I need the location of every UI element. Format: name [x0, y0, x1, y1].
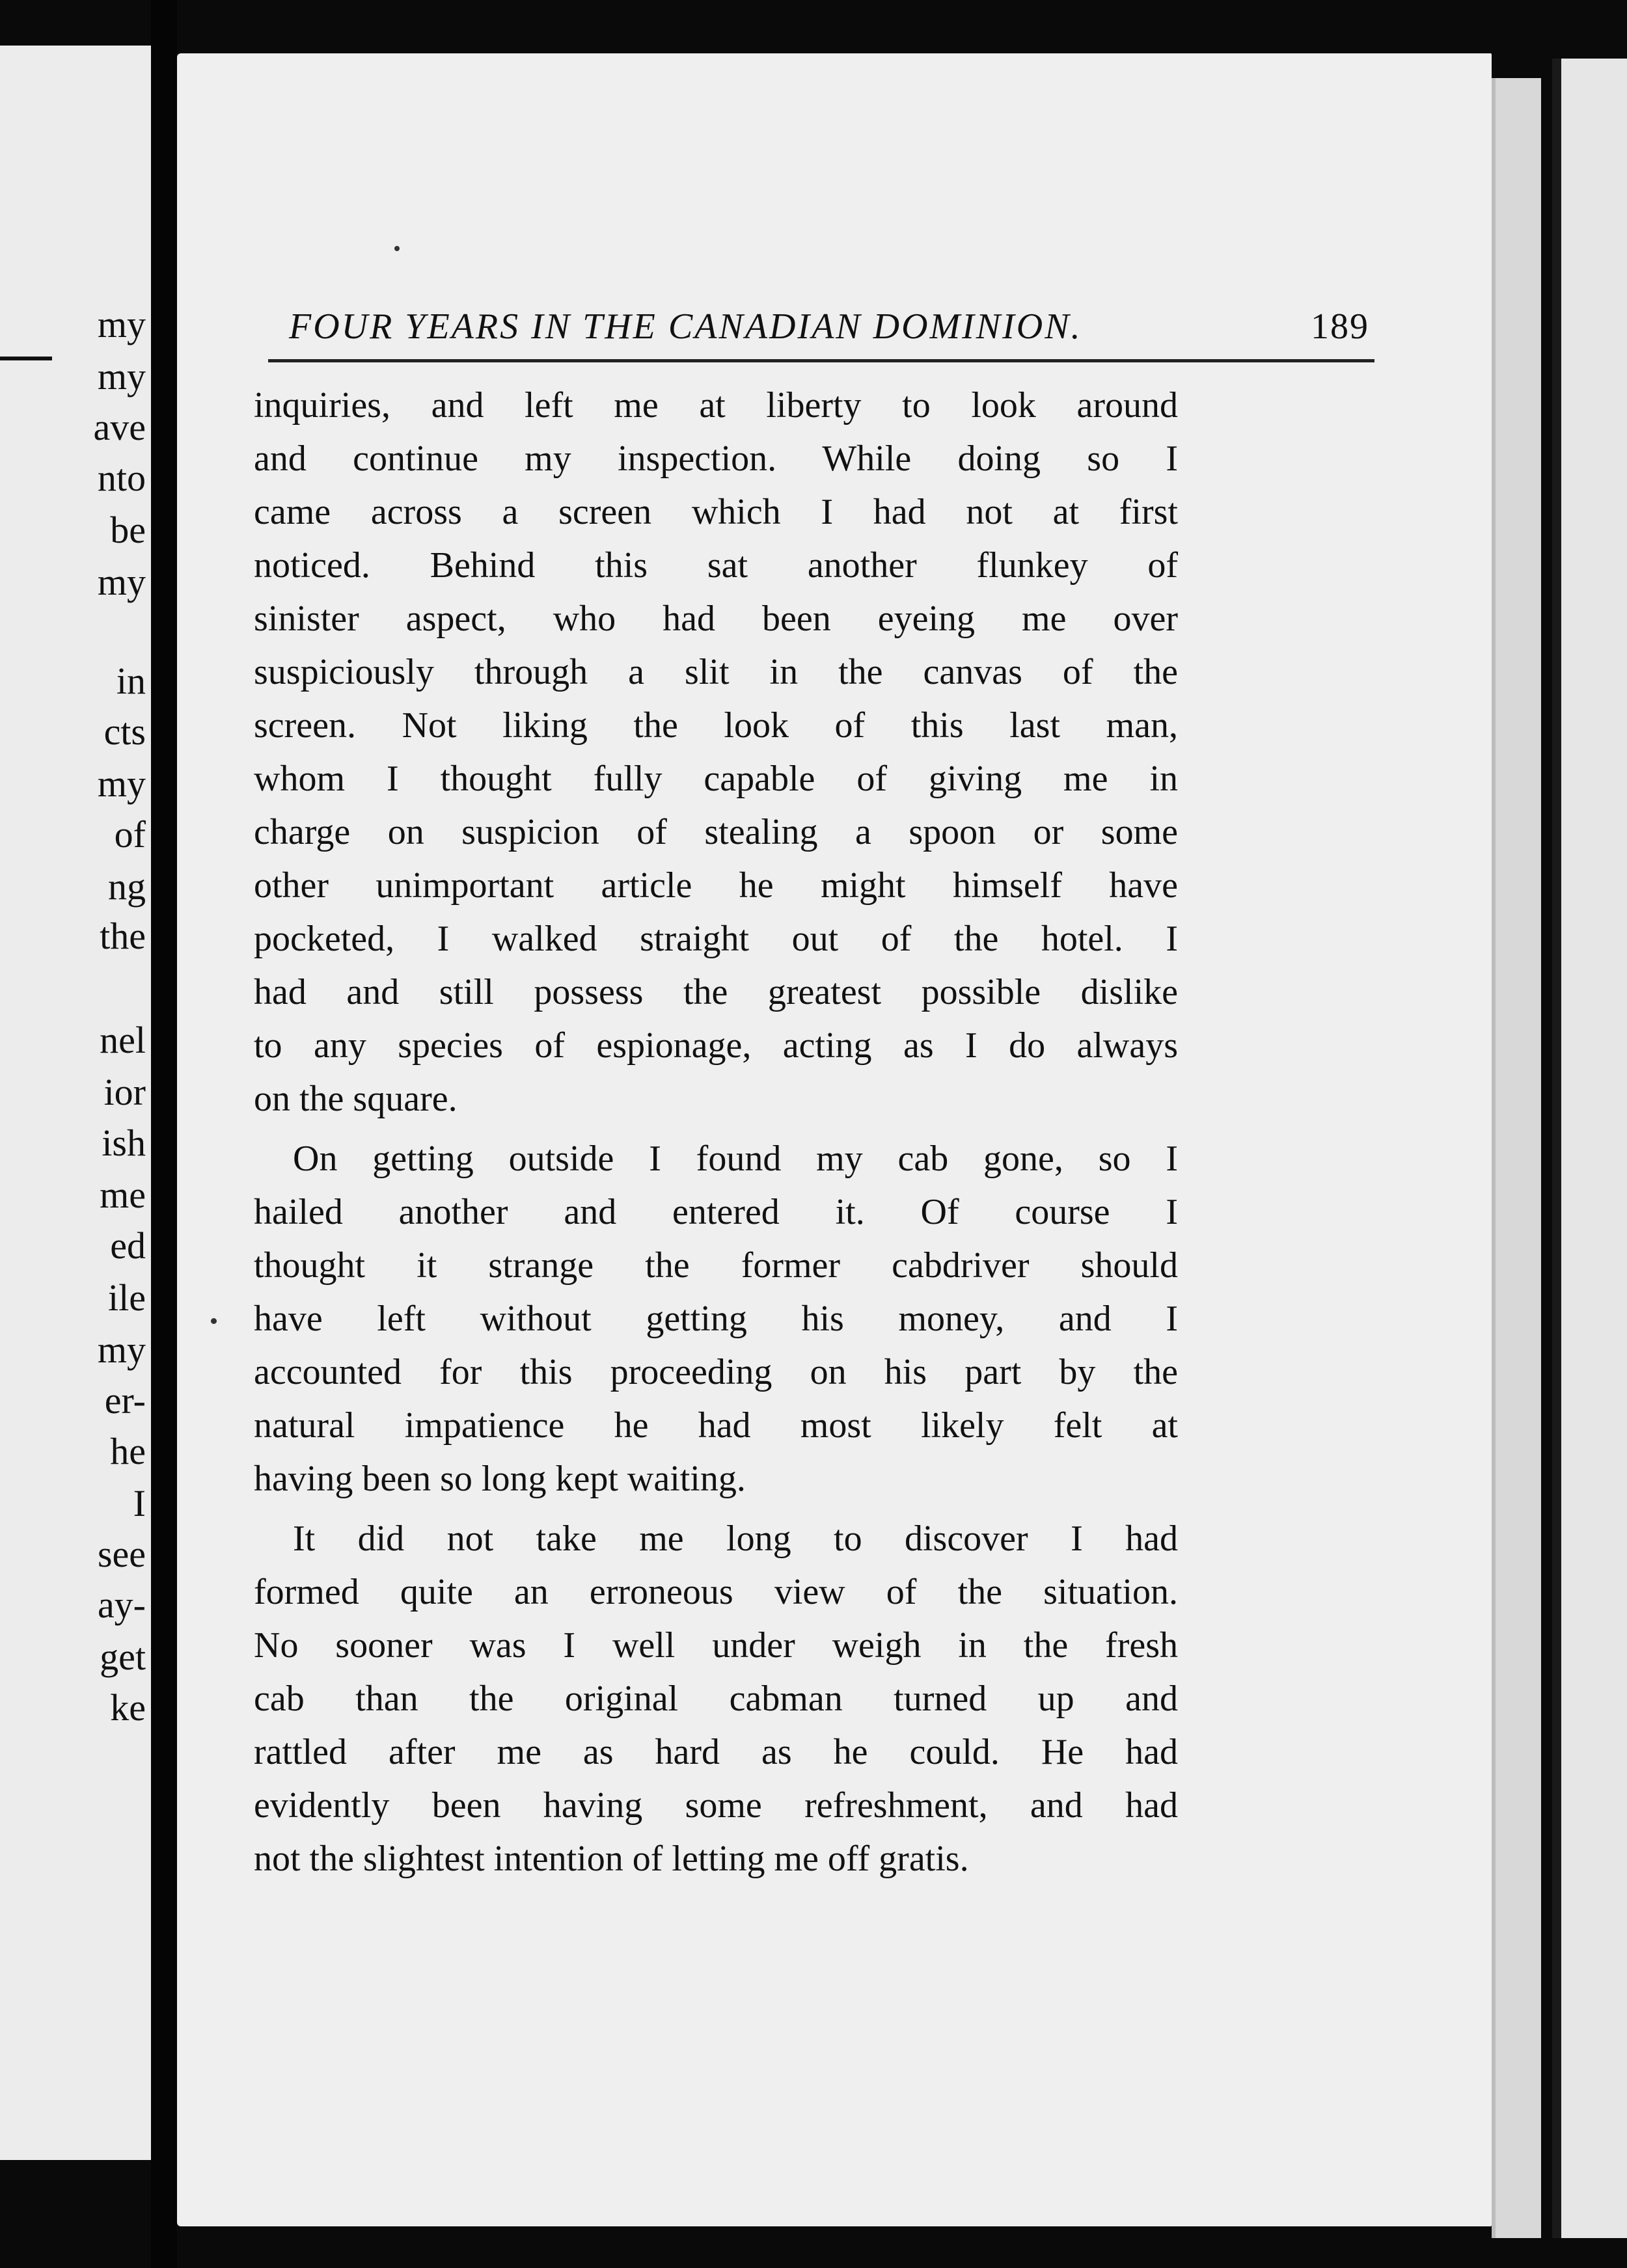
text-line: and continue my inspection. While doing so I: [254, 439, 1178, 479]
text-line: having been so long kept waiting.: [254, 1459, 746, 1499]
left-page-line: nel: [100, 1019, 146, 1061]
paragraph: [254, 1512, 1178, 1885]
text-line: screen. Not liking the look of this last man,: [254, 705, 1178, 746]
page-edge: [1492, 78, 1541, 2238]
text-line: evidently been having some refreshment, and had: [254, 1785, 1178, 1826]
paragraph-gap: [254, 1126, 1178, 1132]
left-page-line: ish: [102, 1122, 146, 1164]
left-page-line: ay-: [97, 1584, 146, 1626]
text-line: came across a screen which I had not at first: [254, 492, 1178, 532]
running-head: [289, 301, 1369, 353]
left-page-line: nto: [97, 457, 146, 499]
left-page-line: I: [133, 1482, 146, 1524]
left-page-line: cts: [103, 710, 146, 753]
text-line: had and still possess the greatest possible dislike: [254, 972, 1178, 1012]
left-page-line: my: [97, 763, 146, 805]
left-page-line: ed: [110, 1224, 146, 1267]
text-line: cab than the original cabman turned up and: [254, 1679, 1178, 1719]
running-head-title: FOUR YEARS IN THE CANADIAN DOMINION.: [289, 306, 1082, 347]
left-page-line: in: [116, 660, 146, 702]
left-page-line: my: [97, 355, 146, 398]
text-line: natural impatience he had most likely felt at: [254, 1405, 1178, 1446]
left-page-line: get: [100, 1636, 146, 1678]
paragraph: [254, 1132, 1178, 1505]
text-line: accounted for this proceeding on his part by the: [254, 1352, 1178, 1392]
left-page-line: see: [97, 1533, 146, 1575]
left-page-line: my: [97, 303, 146, 345]
header-rule: [268, 359, 1374, 362]
text-line: inquiries, and left me at liberty to look around: [254, 385, 1178, 425]
text-line: rattled after me as hard as he could. He had: [254, 1732, 1178, 1772]
left-page-rule: [0, 357, 52, 360]
left-page-line: of: [114, 813, 146, 856]
left-page-line: be: [110, 509, 146, 551]
left-page-line: ke: [110, 1686, 146, 1729]
text-line: On getting outside I found my cab gone, so I: [293, 1139, 1178, 1179]
text-line: It did not take me long to discover I had: [293, 1519, 1178, 1559]
left-page-line: er-: [104, 1379, 146, 1422]
left-page-fragment: [0, 46, 151, 2160]
text-line: suspiciously through a slit in the canvas of the: [254, 652, 1178, 692]
scan-speck: [394, 246, 400, 251]
text-line: not the slightest intention of letting me off gratis.: [254, 1839, 969, 1879]
left-page-line: ile: [108, 1276, 146, 1319]
page-number: 189: [1311, 306, 1369, 347]
left-page-line: he: [110, 1430, 146, 1472]
left-page-line: ng: [108, 865, 146, 908]
book-gutter: [151, 0, 177, 2268]
scan-speck: [211, 1318, 217, 1324]
text-line: formed quite an erroneous view of the situation.: [254, 1572, 1178, 1612]
book-page: [177, 53, 1492, 2226]
text-line: other unimportant article he might himself have: [254, 865, 1178, 906]
right-page-strip: [1552, 59, 1627, 2238]
text-line: to any species of espionage, acting as I do always: [254, 1025, 1178, 1066]
text-line: thought it strange the former cabdriver should: [254, 1245, 1178, 1286]
left-page-line: my: [97, 561, 146, 603]
text-line: pocketed, I walked straight out of the hotel. I: [254, 919, 1178, 959]
paragraph: [254, 379, 1178, 1126]
left-page-line: me: [100, 1174, 146, 1216]
body-text: [254, 379, 1178, 1885]
text-line: noticed. Behind this sat another flunkey of: [254, 545, 1178, 586]
left-page-line: ave: [93, 406, 146, 448]
paragraph-gap: [254, 1505, 1178, 1512]
left-page-line: my: [97, 1329, 146, 1371]
text-line: hailed another and entered it. Of course I: [254, 1192, 1178, 1232]
text-line: have left without getting his money, and I: [254, 1299, 1178, 1339]
text-line: charge on suspicion of stealing a spoon or some: [254, 812, 1178, 852]
left-page-line: the: [100, 915, 146, 957]
text-line: whom I thought fully capable of giving me in: [254, 759, 1178, 799]
text-line: on the square.: [254, 1079, 458, 1119]
text-line: No sooner was I well under weigh in the fresh: [254, 1625, 1178, 1666]
left-page-line: ior: [103, 1071, 146, 1113]
text-line: sinister aspect, who had been eyeing me over: [254, 599, 1178, 639]
